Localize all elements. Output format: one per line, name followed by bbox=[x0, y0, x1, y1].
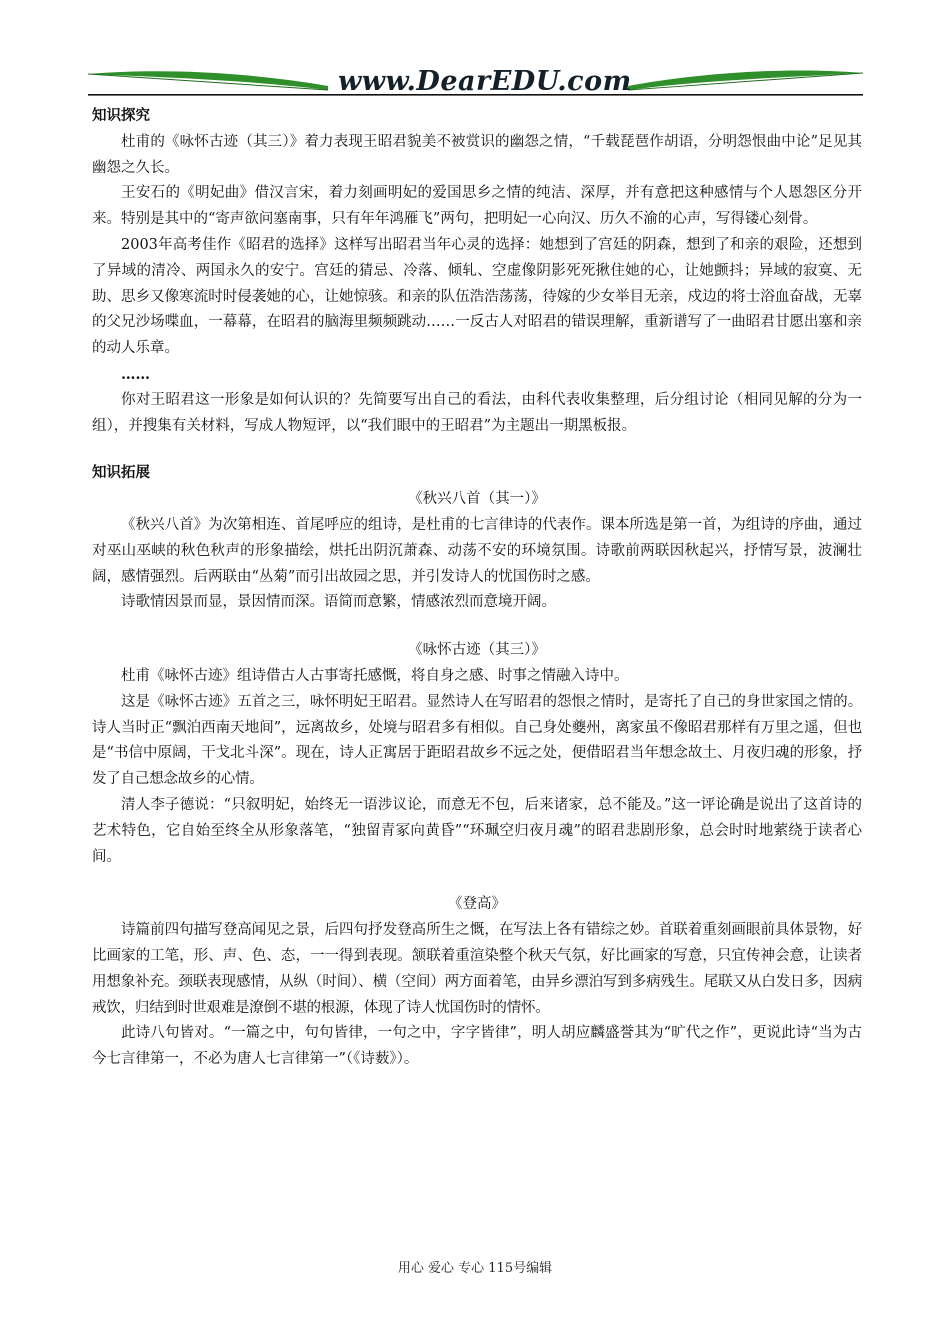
paragraph: 这是《咏怀古迹》五首之三，咏怀明妃王昭君。显然诗人在写昭君的怨恨之情时，是寄托了自己的身世家国之情的。诗人当时正“飘泊西南天地间”，远离故乡，处境与昭君多有相似。自己身处夔州，离家虽不像昭君那样有万里之遥，但也是“书信中原阔，干戈北斗深”。现在，诗人正寓居于距昭君故乡不远之处，便借昭君当年想念故土、月夜归魂的形象，抒发了自己想念故乡的心情。 bbox=[92, 693, 862, 788]
section-title-explore: 知识探究 bbox=[92, 108, 150, 124]
document-body bbox=[92, 104, 862, 1073]
page-footer: 用心 爱心 专心 115号编辑 bbox=[397, 1261, 553, 1276]
paragraph: 此诗八句皆对。“一篇之中，句句皆律，一句之中，字字皆律”，明人胡应麟盛誉其为“旷代之作”，更说此诗“当为古今七言律第一，不必为唐人七言律第一”（《诗薮》）。 bbox=[92, 1025, 862, 1068]
paragraph: 2003年高考佳作《昭君的选择》这样写出昭君当年心灵的选择：她想到了宫廷的阴森，想到了和亲的艰险，还想到了异域的清冷、两国永久的安宁。宫廷的猜忌、冷落、倾轧、空虚像阴影死死揪住她的心，让她颤抖；异域的寂寞、无助、思乡又像寒流时时侵袭她的心，让她惊骇。和亲的队伍浩浩荡荡，待嫁的少女举目无亲，戍边的将士浴血奋战，无辜的父兄沙场喋血，一幕幕，在昭君的脑海里频频跳动……一反古人对昭君的错误理解，重新谱写了一曲昭君甘愿出塞和亲的动人乐章。 bbox=[92, 236, 862, 357]
poem-title: 《咏怀古迹（其三）》 bbox=[408, 642, 546, 659]
paragraph: 王安石的《明妃曲》借汉言宋，着力刻画明妃的爱国思乡之情的纯洁、深厚，并有意把这种感情与个人恩怨区分开来。特别是其中的“寄声欲问塞南事，只有年年鸿雁飞”两句，把明妃一心向汉、历久不渝的心声，写得镂心刻骨。 bbox=[92, 185, 862, 228]
ellipsis: …… bbox=[121, 365, 150, 383]
paragraph: 诗歌情因景而显，景因情而深。语简而意繁，情感浓烈而意境开阔。 bbox=[121, 594, 556, 611]
paragraph: 诗篇前四句描写登高闻见之景，后四句抒发登高所生之慨，在写法上各有错综之妙。首联着重刻画眼前具体景物，好比画家的工笔，形、声、色、态，一一得到表现。颔联着重渲染整个秋天气氛，好比画家的写意，只宜传神会意，让读者用想象补充。颈联表现感情，从纵（时间）、横（空间）两方面着笔，由异乡漂泊写到多病残生。尾联又从白发日多，因病戒饮，归结到时世艰难是潦倒不堪的根源，体现了诗人忧国伤时的情怀。 bbox=[92, 922, 862, 1016]
site-logo[interactable]: www.DearEDU.com bbox=[338, 66, 632, 97]
paragraph: 《秋兴八首》为次第相连、首尾呼应的组诗，是杜甫的七言律诗的代表作。课本所选是第一首，为组诗的序曲，通过对巫山巫峡的秋色秋声的形象描绘，烘托出阴沉萧森、动荡不安的环境氛围。诗歌前两联因秋起兴，抒情写景，波澜壮阔，感情强烈。后两联由“丛菊”而引出故园之思，并引发诗人的忧国伤时之感。 bbox=[92, 516, 862, 585]
poem-title: 《秋兴八首（其一）》 bbox=[408, 491, 546, 508]
paragraph: 清人李子德说：“只叙明妃，始终无一语涉议论，而意无不包，后来诸家，总不能及。”这一评论确是说出了这首诗的艺术特色，它自始至终全从形象落笔，“独留青冢向黄昏”“环珮空归夜月魂”的昭君悲剧形象，总会时时地萦绕于读者心间。 bbox=[92, 796, 862, 865]
site-header bbox=[88, 62, 863, 98]
paragraph: 你对王昭君这一形象是如何认识的？先简要写出自己的看法，由科代表收集整理，后分组讨论（相同见解的分为一组），并搜集有关材料，写成人物短评，以“我们眼中的王昭君”为主题出一期黑板报。 bbox=[92, 391, 862, 434]
poem-title: 《登高》 bbox=[448, 896, 506, 913]
paragraph: 杜甫《咏怀古迹》组诗借古人古事寄托感慨，将自身之感、时事之情融入诗中。 bbox=[121, 667, 629, 684]
paragraph: 杜甫的《咏怀古迹（其三）》着力表现王昭君貌美不被赏识的幽怨之情，“千载琵琶作胡语，分明怨恨曲中论”足见其幽怨之久长。 bbox=[92, 133, 862, 176]
section-title-extend: 知识拓展 bbox=[92, 465, 150, 482]
